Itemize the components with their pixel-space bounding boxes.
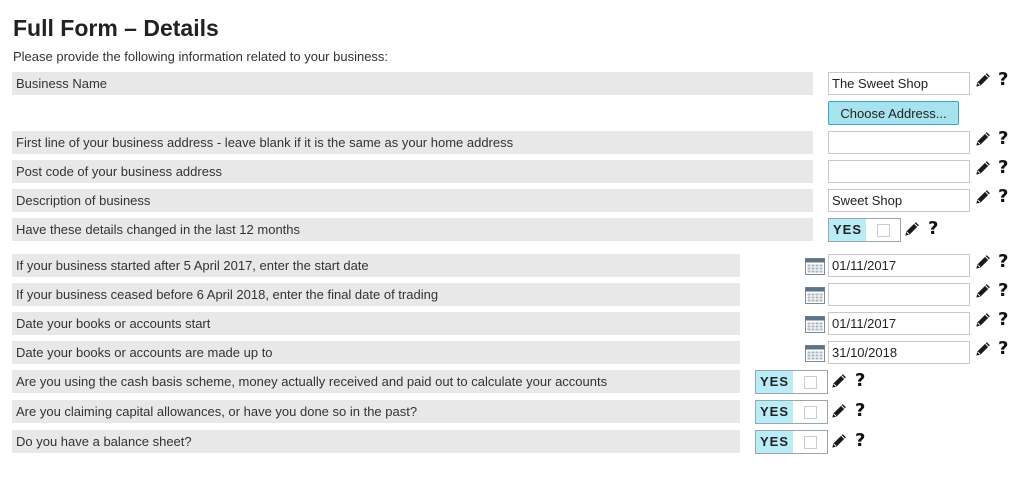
ceased-date-label: If your business ceased before 6 April 2018, enter the final date of trading <box>12 283 740 306</box>
address-line-label: First line of your business address - leave blank if it is the same as your home address <box>12 131 813 154</box>
pencil-icon[interactable] <box>830 372 848 390</box>
start-date-input[interactable] <box>828 254 970 277</box>
toggle-yes-label: YES <box>756 401 793 423</box>
toggle-yes-label: YES <box>756 371 793 393</box>
help-icon[interactable]: ? <box>998 251 1009 272</box>
help-icon[interactable]: ? <box>998 338 1009 359</box>
description-input[interactable] <box>828 189 970 212</box>
help-icon[interactable]: ? <box>855 400 866 421</box>
help-icon[interactable]: ? <box>998 157 1009 178</box>
pencil-icon[interactable] <box>974 71 992 89</box>
help-icon[interactable]: ? <box>998 128 1009 149</box>
pencil-icon[interactable] <box>974 130 992 148</box>
toggle-checkbox[interactable] <box>804 406 817 419</box>
books-end-label: Date your books or accounts are made up to <box>12 341 740 364</box>
start-date-label: If your business started after 5 April 2017, enter the start date <box>12 254 740 277</box>
pencil-icon[interactable] <box>830 402 848 420</box>
help-icon[interactable]: ? <box>998 280 1009 301</box>
calendar-icon[interactable] <box>805 315 825 333</box>
pencil-icon[interactable] <box>974 340 992 358</box>
details-changed-toggle[interactable] <box>828 218 901 242</box>
details-changed-label: Have these details changed in the last 12 months <box>12 218 813 241</box>
calendar-icon[interactable] <box>805 257 825 275</box>
help-icon[interactable]: ? <box>998 186 1009 207</box>
books-start-input[interactable] <box>828 312 970 335</box>
help-icon[interactable]: ? <box>998 69 1009 90</box>
calendar-icon[interactable] <box>805 344 825 362</box>
intro-text: Please provide the following information related to your business: <box>13 49 389 64</box>
help-icon[interactable]: ? <box>998 309 1009 330</box>
page-title: Full Form – Details <box>13 15 219 41</box>
description-label: Description of business <box>12 189 813 212</box>
pencil-icon[interactable] <box>974 311 992 329</box>
pencil-icon[interactable] <box>903 220 921 238</box>
business-name-input[interactable] <box>828 72 970 95</box>
pencil-icon[interactable] <box>974 282 992 300</box>
pencil-icon[interactable] <box>974 159 992 177</box>
books-end-input[interactable] <box>828 341 970 364</box>
calendar-icon[interactable] <box>805 286 825 304</box>
pencil-icon[interactable] <box>974 188 992 206</box>
balance-sheet-toggle[interactable] <box>755 430 828 454</box>
cash-basis-toggle[interactable] <box>755 370 828 394</box>
balance-sheet-label: Do you have a balance sheet? <box>12 430 740 453</box>
pencil-icon[interactable] <box>974 253 992 271</box>
ceased-date-input[interactable] <box>828 283 970 306</box>
cash-basis-label: Are you using the cash basis scheme, money actually received and paid out to calculate your accounts <box>12 370 740 393</box>
toggle-yes-label: YES <box>829 219 866 241</box>
toggle-checkbox[interactable] <box>804 436 817 449</box>
address-line-input[interactable] <box>828 131 970 154</box>
business-name-label: Business Name <box>12 72 813 95</box>
choose-address-button[interactable]: Choose Address... <box>828 101 959 125</box>
postcode-input[interactable] <box>828 160 970 183</box>
postcode-label: Post code of your business address <box>12 160 813 183</box>
toggle-yes-label: YES <box>756 431 793 453</box>
capital-allowances-label: Are you claiming capital allowances, or have you done so in the past? <box>12 400 740 423</box>
toggle-checkbox[interactable] <box>877 224 890 237</box>
help-icon[interactable]: ? <box>855 430 866 451</box>
pencil-icon[interactable] <box>830 432 848 450</box>
toggle-checkbox[interactable] <box>804 376 817 389</box>
help-icon[interactable]: ? <box>855 370 866 391</box>
capital-allowances-toggle[interactable] <box>755 400 828 424</box>
help-icon[interactable]: ? <box>928 218 939 239</box>
books-start-label: Date your books or accounts start <box>12 312 740 335</box>
